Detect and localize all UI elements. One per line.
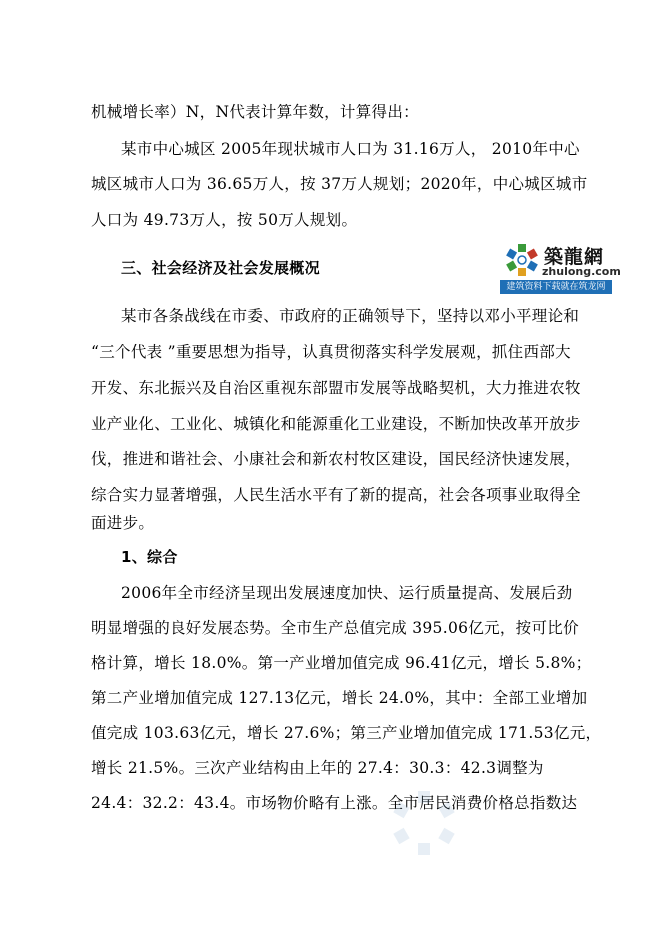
overview-line-6: 综合实力显著增强，人民生活水平有了新的提高，社会各项事业取得全 (91, 486, 581, 504)
summary-line-3: 格计算，增长 18.0%。第一产业增加值完成 96.41亿元，增长 5.8%； (91, 654, 592, 672)
overview-line-1: 某市各条战线在市委、市政府的正确领导下，坚持以邓小平理论和 (121, 307, 580, 325)
intro-line-2: 某市中心城区 2005年现状城市人口为 31.16万人， 2010年中心 (121, 140, 580, 158)
overview-line-4: 业产业化、工业化、城镇化和能源重化工业建设，不断加快改革开放步 (91, 415, 581, 433)
summary-line-5: 值完成 103.63亿元，增长 27.6%；第三产业增加值完成 171.53亿元， (91, 724, 602, 742)
summary-line-4: 第二产业增加值完成 127.13亿元，增长 24.0%，其中：全部工业增加 (91, 689, 588, 707)
overview-line-2: “三个代表 ”重要思想为指导，认真贯彻落实科学发展观，抓住西部大 (91, 343, 571, 361)
logo-name: 築龍網 (544, 246, 605, 268)
overview-line-5: 伐，推进和谐社会、小康社会和新农村牧区建设，国民经济快速发展， (91, 450, 581, 468)
summary-line-6: 增长 21.5%。三次产业结构由上年的 27.4：30.3：42.3调整为 (91, 759, 544, 777)
overview-line-7: 面进步。 (91, 514, 155, 532)
summary-line-1: 2006年全市经济呈现出发展速度加快、运行质量提高、发展后劲 (121, 584, 573, 602)
overview-line-3: 开发、东北振兴及自治区重视东部盟市发展等战略契机，大力推进农牧 (91, 379, 581, 397)
summary-line-7: 24.4：32.2：43.4。市场物价略有上涨。全市居民消费价格总指数达 (91, 794, 578, 812)
logo-domain: zhulong.com (542, 265, 621, 278)
section-heading: 三、社会经济及社会发展概况 (121, 259, 320, 277)
subheading-comprehensive: 1、综合 (121, 548, 178, 566)
zhulong-logo (500, 240, 621, 296)
intro-line-1: 机械增长率）N，N代表计算年数，计算得出： (91, 103, 419, 121)
logo-tagline: 建筑资料下载就在筑龙网 (500, 280, 612, 294)
intro-line-3: 城区城市人口为 36.65万人，按 37万人规划；2020年，中心城区城市 (91, 175, 588, 193)
snowflake-watermark-icon (384, 788, 464, 858)
intro-line-4: 人口为 49.73万人，按 50万人规划。 (91, 211, 358, 229)
summary-line-2: 明显增强的良好发展态势。全市生产总值完成 395.06亿元，按可比价 (91, 619, 579, 637)
snowflake-logo-icon (504, 242, 540, 278)
